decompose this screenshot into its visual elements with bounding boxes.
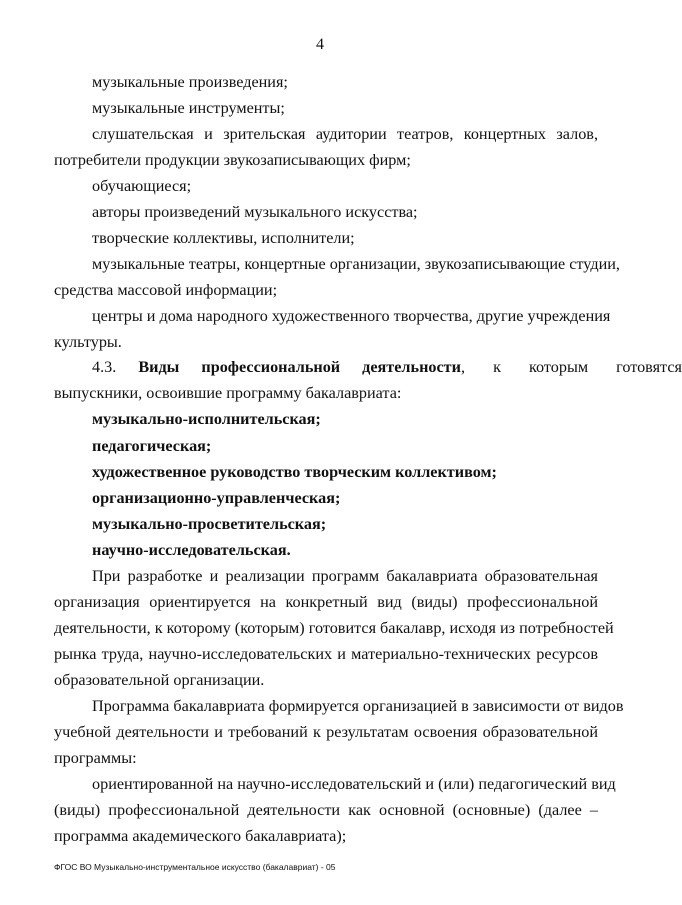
paragraph-line: (виды) профессиональной деятельности как основной (основные) (далее – [54, 801, 598, 819]
activity-item: организационно-управленческая; [92, 489, 341, 507]
text-line: средства массовой информации; [54, 281, 278, 299]
section-title: Виды профессиональной деятельности [138, 358, 461, 376]
paragraph-line: деятельности, к которому (которым) готовится бакалавр, исходя из потребностей [54, 619, 614, 637]
section-title-rest: , к которым готовятся [460, 358, 682, 376]
page-footer: ФГОС ВО Музыкально-инструментальное искусство (бакалавриат) - 05 [54, 862, 336, 872]
text-line: музыкальные театры, концертные организации, звукозаписывающие студии, [92, 255, 620, 273]
paragraph-line: организация ориентируется на конкретный вид (виды) профессиональной [54, 593, 598, 611]
text-line: культуры. [54, 333, 122, 351]
text-line: центры и дома народного художественного творчества, другие учреждения [92, 307, 611, 325]
paragraph-line: учебной деятельности и требований к результатам освоения образовательной [54, 723, 598, 741]
paragraph-line: рынка труда, научно-исследовательских и материально-технических ресурсов [54, 645, 598, 663]
text-line: авторы произведений музыкального искусства; [92, 203, 418, 221]
paragraph-line: программы: [54, 749, 137, 767]
activity-item: педагогическая; [92, 437, 212, 455]
text-line: творческие коллективы, исполнители; [92, 229, 355, 247]
section-heading-line [92, 357, 682, 377]
activity-item: музыкально-исполнительская; [92, 410, 321, 428]
text-line: потребители продукции звукозаписывающих фирм; [54, 151, 411, 169]
text-line: обучающиеся; [92, 177, 192, 195]
paragraph-line: При разработке и реализации программ бакалавриата образовательная [92, 567, 598, 585]
paragraph-line: Программа бакалавриата формируется организацией в зависимости от видов [92, 697, 624, 715]
activity-item: художественное руководство творческим коллективом; [92, 463, 497, 481]
text-line: музыкальные произведения; [92, 73, 288, 91]
text-line: музыкальные инструменты; [92, 99, 285, 117]
paragraph-line: образовательной организации. [54, 671, 265, 689]
paragraph-line: программа академического бакалавриата); [54, 827, 347, 845]
section-number: 4.3. [92, 358, 117, 376]
activity-item: научно-исследовательская. [92, 541, 291, 559]
page-number: 4 [316, 36, 324, 53]
activity-item: музыкально-просветительская; [92, 515, 327, 533]
section-heading-continuation: выпускники, освоившие программу бакалавриата: [54, 384, 402, 402]
paragraph-line: ориентированной на научно-исследовательский и (или) педагогический вид [92, 775, 616, 793]
text-line: слушательская и зрительская аудитории театров, концертных залов, [92, 125, 598, 143]
